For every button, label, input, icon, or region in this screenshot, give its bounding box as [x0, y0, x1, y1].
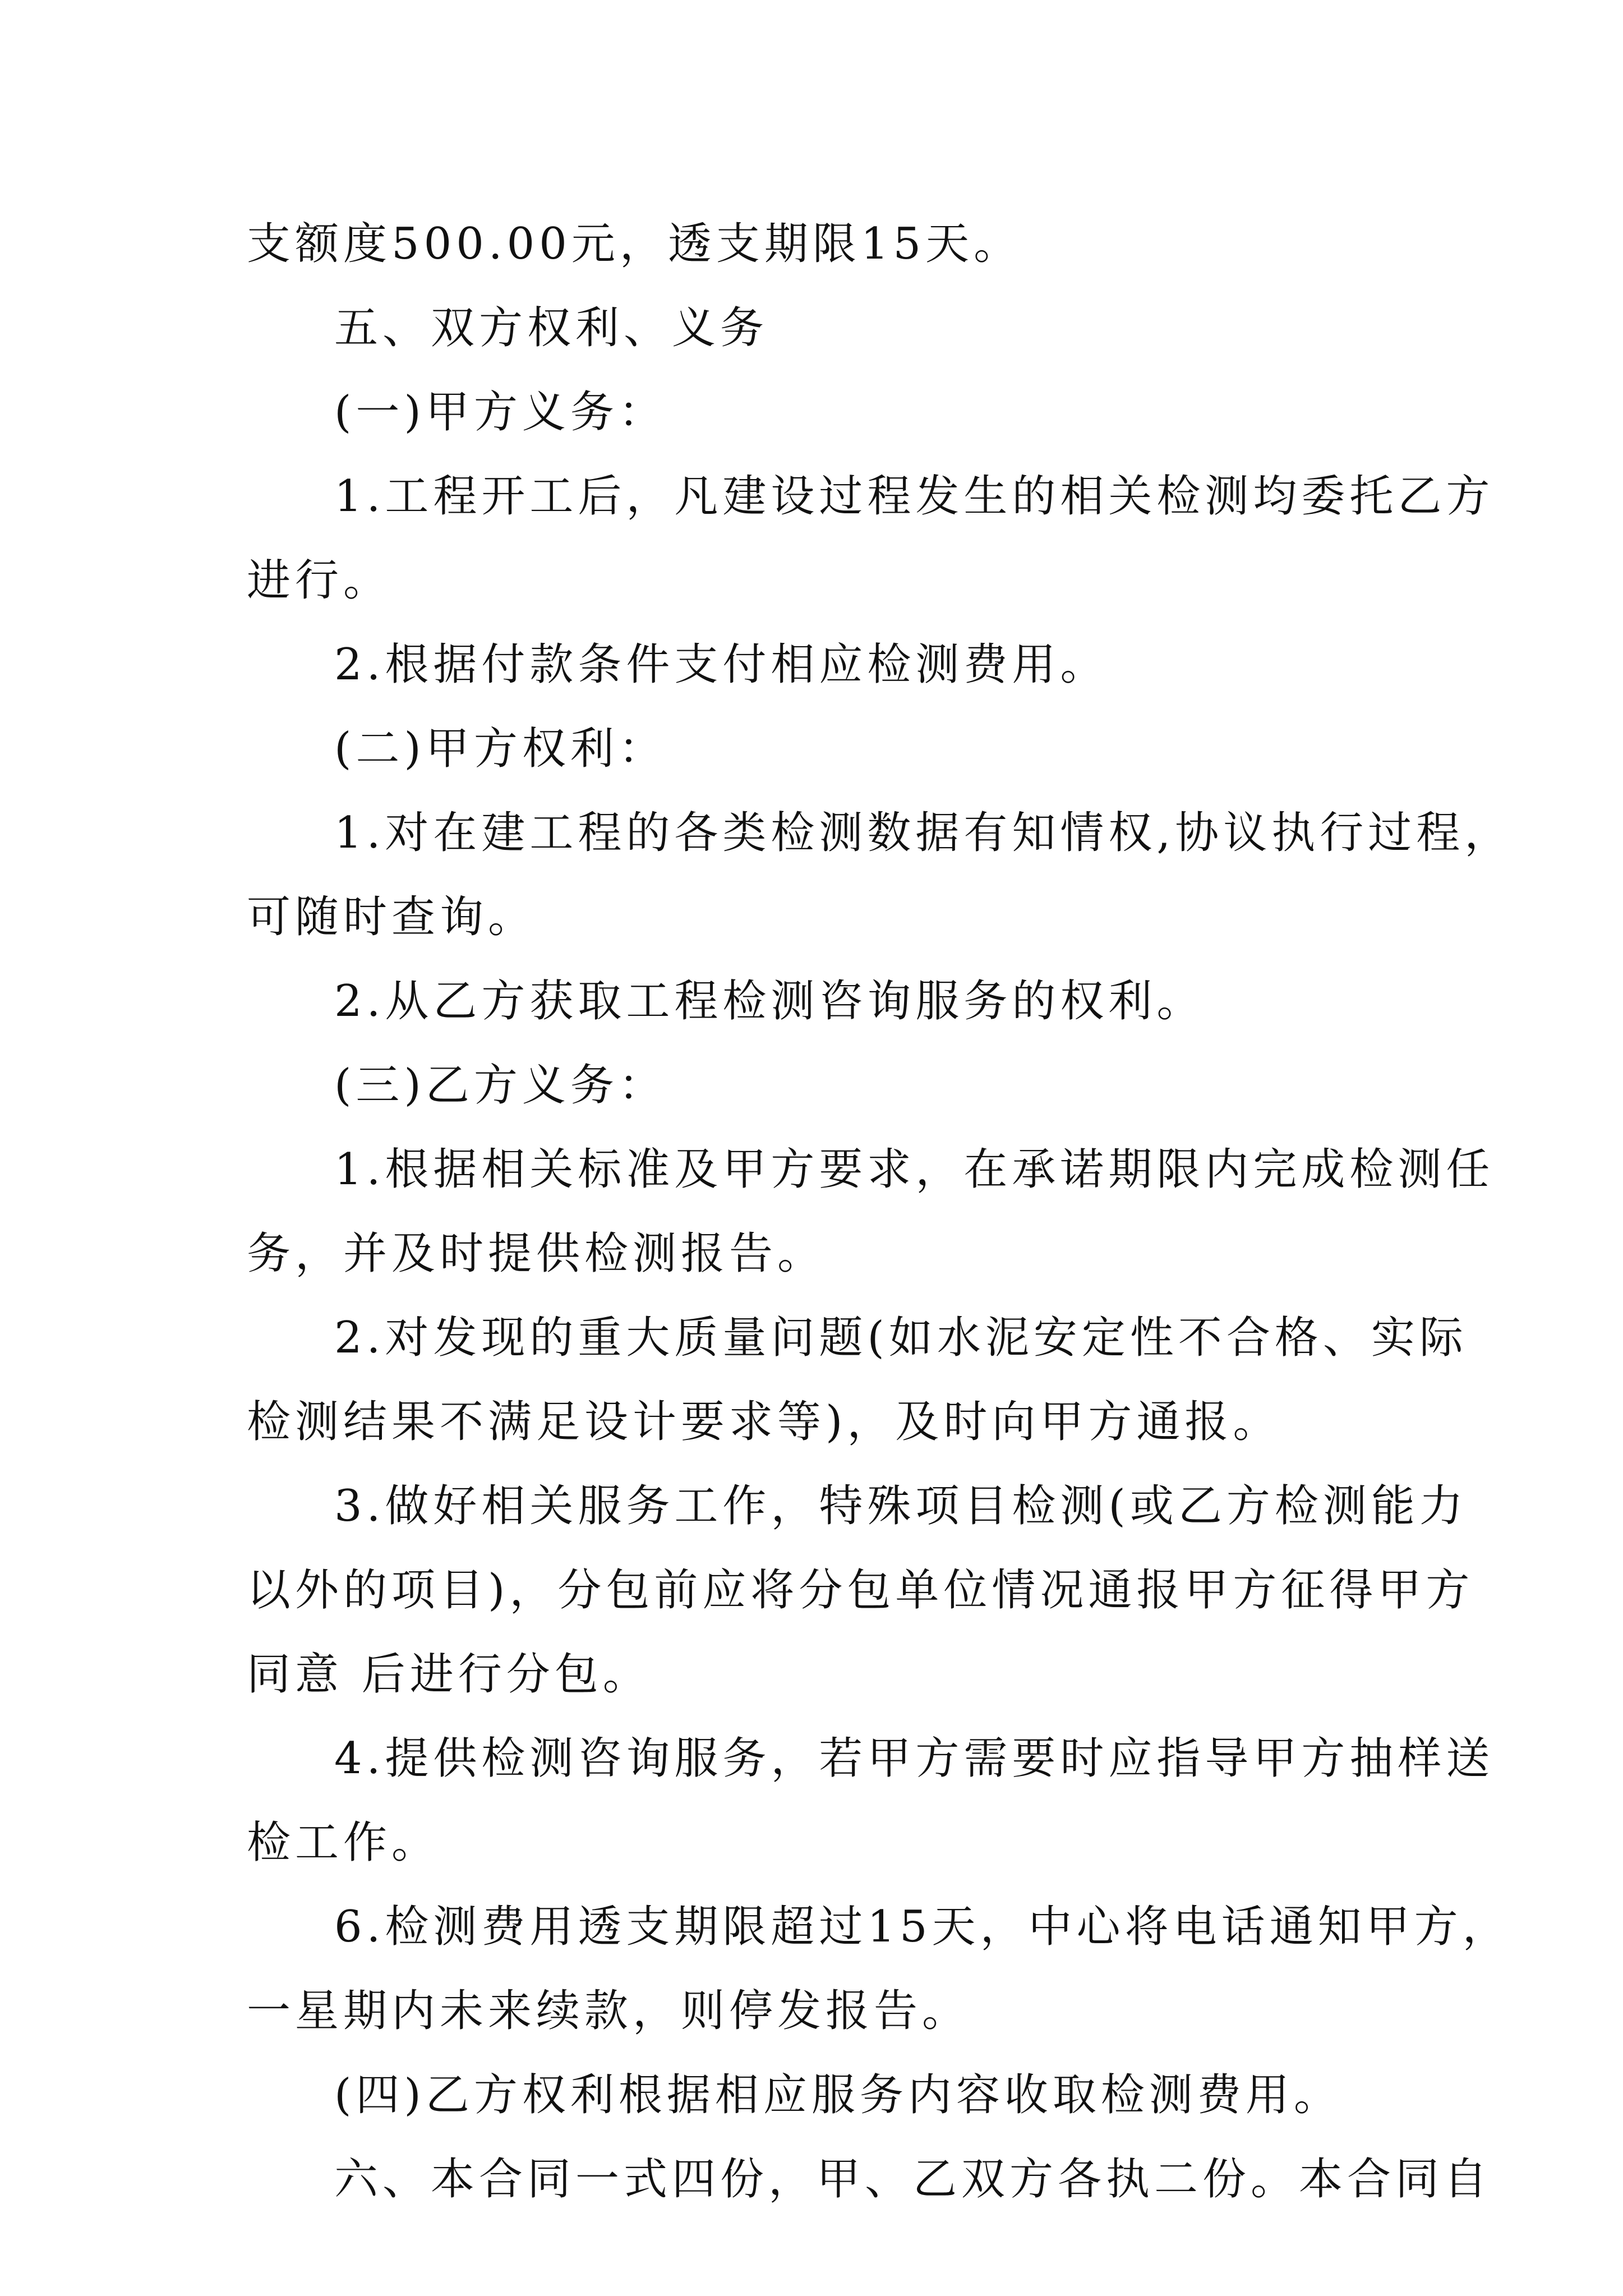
- text-line: 检工作。: [247, 1818, 440, 1868]
- text-line: 可随时查询。: [247, 892, 537, 942]
- clause-b-obligation-2: [247, 1296, 1468, 1464]
- text-line: (四)乙方权利根据相应服务内容收取检测费用。: [334, 2070, 1342, 2120]
- text-line: (一)甲方义务：: [334, 387, 667, 438]
- document-body: [247, 202, 1513, 2221]
- text-line: 支额度500.00元，透支期限15天。: [247, 219, 1022, 269]
- clause-b-rights: [247, 2053, 1391, 2137]
- clause-a-right-2: [247, 959, 1391, 1043]
- text-line: 2.对发现的重大质量问题(如水泥安定性不合格、实际: [334, 1313, 1468, 1363]
- text-line: 2.从乙方获取工程检测咨询服务的权利。: [334, 976, 1205, 1027]
- clause-a-obligation-1: [247, 454, 1495, 623]
- text-line: 2.根据付款条件支付相应检测费用。: [334, 639, 1109, 690]
- text-line: (三)乙方义务：: [334, 1060, 667, 1111]
- text-line: 务，并及时提供检测报告。: [247, 1228, 826, 1279]
- section-contract-copies: [247, 2137, 1492, 2221]
- text-line: 六、本合同一式四份，甲、乙双方各执二份。本合同自: [334, 2154, 1492, 2205]
- subheading-party-a-rights: [247, 707, 1391, 791]
- paragraph-overdraft-terms: [247, 202, 1391, 286]
- text-line: 以外的项目)，分包前应将分包单位情况通报甲方征得甲方: [247, 1565, 1474, 1616]
- section-heading-rights-obligations: [247, 286, 1391, 370]
- text-line: 4.提供检测咨询服务，若甲方需要时应指导甲方抽样送: [334, 1733, 1495, 1784]
- clause-b-obligation-6: [247, 1885, 1511, 2053]
- text-line: 五、双方权利、义务: [334, 303, 769, 353]
- clause-b-obligation-3: [247, 1464, 1474, 1717]
- text-line: 检测结果不满足设计要求等)，及时向甲方通报。: [247, 1397, 1281, 1447]
- clause-b-obligation-4: [247, 1717, 1495, 1885]
- clause-b-obligation-1: [247, 1128, 1495, 1296]
- text-line: 3.做好相关服务工作，特殊项目检测(或乙方检测能力: [334, 1481, 1468, 1531]
- subheading-party-b-obligations: [247, 1043, 1391, 1128]
- text-line: (二)甲方权利：: [334, 724, 667, 774]
- text-line: 1.工程开工后，凡建设过程发生的相关检测均委托乙方: [334, 471, 1495, 522]
- text-line: 进行。: [247, 555, 392, 606]
- text-line: 一星期内未来续款，则停发报告。: [247, 1986, 971, 2036]
- clause-a-obligation-2: [247, 623, 1391, 707]
- text-line: 1.根据相关标准及甲方要求，在承诺期限内完成检测任: [334, 1144, 1495, 1195]
- clause-a-right-1: [247, 791, 1513, 959]
- text-line: 同意 后进行分包。: [247, 1649, 651, 1700]
- text-line: 6.检测费用透支期限超过15天，中心将电话通知甲方，: [334, 1902, 1511, 1952]
- text-line: 1.对在建工程的各类检测数据有知情权,协议执行过程，: [334, 808, 1513, 858]
- subheading-party-a-obligations: [247, 370, 1391, 454]
